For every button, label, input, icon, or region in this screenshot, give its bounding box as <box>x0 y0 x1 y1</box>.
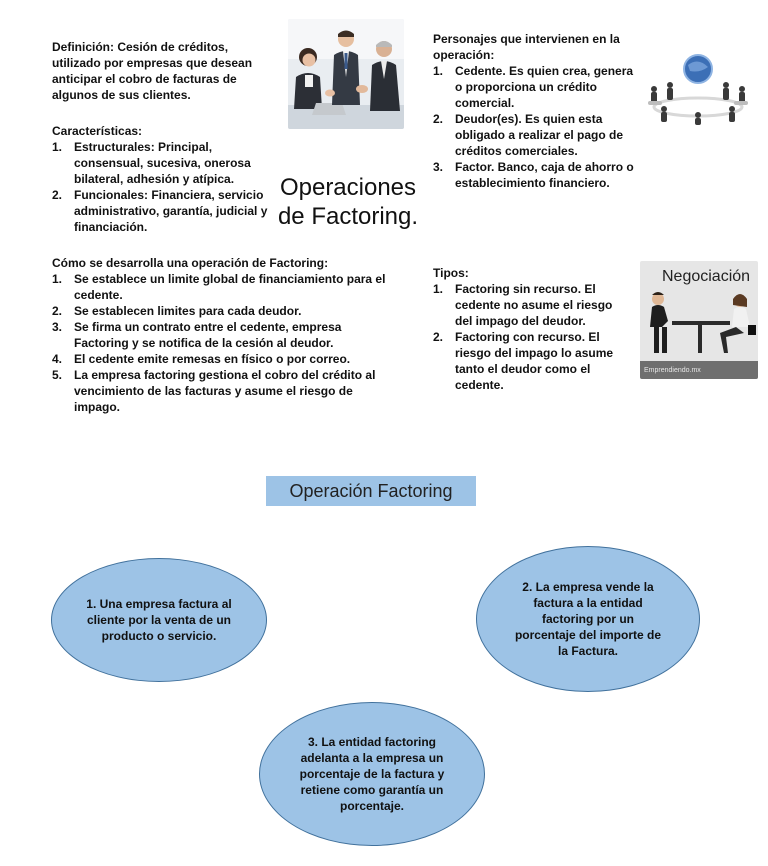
types-block <box>433 265 629 393</box>
list-item: 2. Funcionales: Financiera, servicio administrativo, garantía, judicial y financiación. <box>52 188 268 234</box>
process-heading: Cómo se desarrolla una operación de Factoring: <box>52 256 329 270</box>
process-list <box>52 271 392 415</box>
actors-block <box>433 31 637 191</box>
step-text-1: 1. Una empresa factura al cliente por la venta de un producto o servicio. <box>86 597 232 643</box>
actors-heading: Personajes que intervienen en la operación: <box>433 32 620 62</box>
list-item: 1. Factoring sin recurso. El cedente no asume el riesgo del impago del deudor. <box>433 282 613 328</box>
list-item: 2. Factoring con recurso. El riesgo del impago lo asume tanto el deudor como el cedente. <box>433 330 614 392</box>
process-block <box>52 255 392 415</box>
business-meeting-photo <box>288 19 404 129</box>
step-ellipse-1 <box>51 558 267 682</box>
globe-meeting-image <box>640 45 756 125</box>
definition-text: Definición: Cesión de créditos, utilizado por empresas que desean anticipar el cobro de facturas de algunos de sus clientes. <box>52 40 253 102</box>
list-item: 1. Cedente. Es quien crea, genera o proporciona un crédito comercial. <box>433 64 634 110</box>
types-heading: Tipos: <box>433 266 469 280</box>
list-item: 4. El cedente emite remesas en físico o por correo. <box>52 352 351 366</box>
list-item: 1. Se establece un limite global de financiamiento para el cedente. <box>52 272 386 302</box>
step-text-3: 3. La entidad factoring adelanta a la empresa un porcentaje de la factura y retiene como garantía un porcentaje. <box>299 735 445 813</box>
characteristics-block <box>52 123 270 235</box>
step-text-2: 2. La empresa vende la factura a la entidad factoring por un porcentaje del importe de la Factura. <box>514 580 662 658</box>
negotiation-watermark: Emprendiendo.mx <box>644 367 701 374</box>
page-title-line-2: de Factoring. <box>277 203 419 230</box>
page-title <box>262 173 434 231</box>
diagram-title: Operación Factoring <box>266 476 476 506</box>
page-title-line-1: Operaciones <box>279 174 417 201</box>
list-item: 2. Deudor(es). Es quien esta obligado a realizar el pago de créditos comerciales. <box>433 112 624 158</box>
negotiation-caption: Negociación <box>662 268 751 285</box>
actors-list <box>433 63 637 191</box>
list-item: 3. Se firma un contrato entre el cedente, empresa Factoring y se notifica de la cesión al deudor. <box>52 320 342 350</box>
characteristics-heading: Características: <box>52 124 143 138</box>
step-ellipse-2 <box>476 546 700 692</box>
list-item: 3. Factor. Banco, caja de ahorro o establecimiento financiero. <box>433 160 634 190</box>
types-list <box>433 281 629 393</box>
list-item: 2. Se establecen limites para cada deudor. <box>52 304 302 318</box>
characteristics-list <box>52 139 270 235</box>
list-item: 1. Estructurales: Principal, consensual, sucesiva, onerosa bilateral, adhesión y atípica. <box>52 140 251 186</box>
list-item: 5. La empresa factoring gestiona el cobro del crédito al vencimiento de las facturas y asume el riesgo de impago. <box>52 368 376 414</box>
negotiation-image <box>640 261 758 379</box>
step-ellipse-3 <box>259 702 485 846</box>
definition-block <box>52 39 262 103</box>
